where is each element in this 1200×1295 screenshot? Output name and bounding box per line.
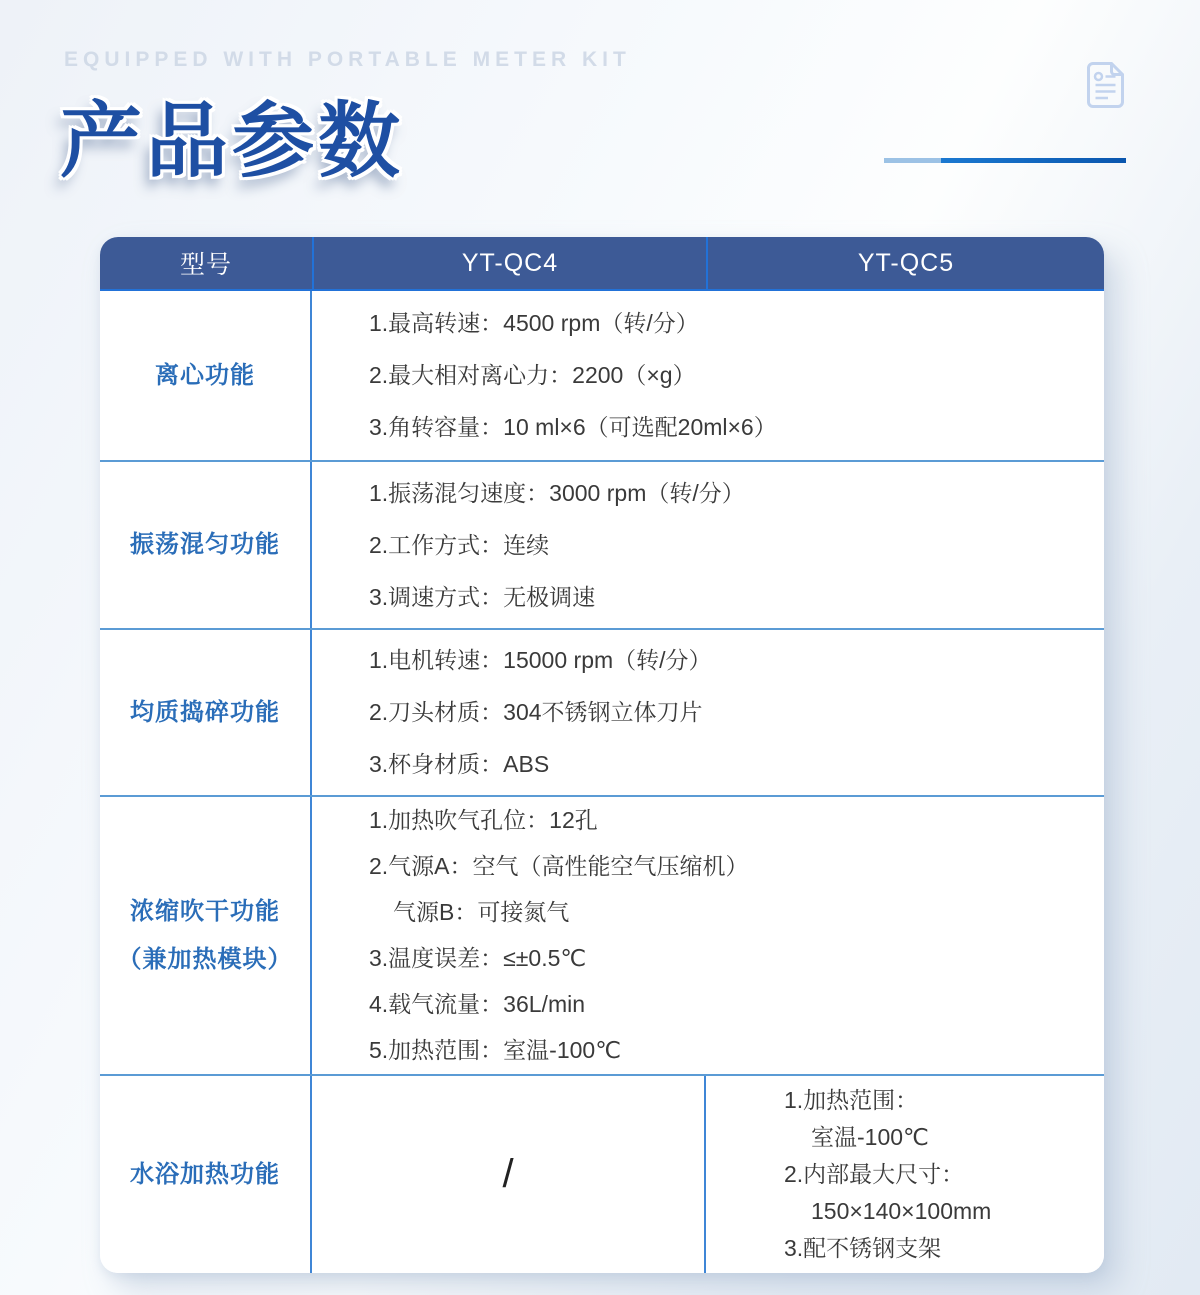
spec-line: 3.调速方式：无极调速	[369, 583, 596, 610]
row-label-text: 离心功能	[155, 361, 255, 389]
not-applicable-slash: /	[502, 1152, 514, 1196]
header-cell-qc4: YT-QC4	[312, 237, 706, 289]
spec-line: 5.加热范围：室温-100℃	[369, 1037, 622, 1063]
row-content	[312, 462, 1104, 628]
row-label-text: 振荡混匀功能	[130, 531, 280, 558]
row-content	[312, 630, 1104, 795]
eyebrow-text: EQUIPPED WITH PORTABLE METER KIT	[64, 48, 631, 71]
cell-qc5-value	[706, 1076, 1104, 1273]
row-label	[100, 1076, 312, 1273]
document-icon	[1087, 62, 1124, 108]
table-header-row	[100, 237, 1104, 291]
row-label	[100, 797, 312, 1074]
spec-line: 2.最大相对离心力：2200（×g）	[369, 362, 696, 388]
spec-line: 1.振荡混匀速度：3000 rpm（转/分）	[369, 479, 745, 506]
spec-line: 1.加热吹气孔位：12孔	[369, 807, 598, 833]
row-label-subtext: （兼加热模块）	[117, 945, 293, 973]
page-title: 产品参数	[60, 93, 405, 189]
spec-line: 150×140×100mm	[811, 1198, 992, 1224]
spec-line: 2.气源A：空气（高性能空气压缩机）	[369, 853, 749, 879]
spec-line: 1.加热范围：	[784, 1087, 919, 1113]
table-row-vortex	[100, 462, 1104, 630]
row-label	[100, 630, 312, 795]
header-cell-qc5: YT-QC5	[706, 237, 1104, 289]
header-cell-model: 型号	[179, 251, 232, 279]
spec-line: 气源B：可接氮气	[393, 899, 570, 925]
row-label-text: 浓缩吹干功能	[130, 897, 280, 925]
row-label-text: 均质捣碎功能	[130, 698, 280, 726]
spec-line: 3.杯身材质：ABS	[369, 751, 550, 777]
spec-line: 2.工作方式：连续	[369, 531, 550, 558]
table-row-centrifuge	[100, 291, 1104, 462]
spec-line: 室温-100℃	[811, 1124, 929, 1150]
spec-line: 2.内部最大尺寸：	[784, 1161, 965, 1187]
spec-line: 3.配不锈钢支架	[784, 1235, 942, 1261]
accent-bar	[884, 158, 1126, 163]
spec-line: 3.温度误差：≤±0.5℃	[369, 945, 587, 971]
row-content	[312, 797, 1104, 1074]
spec-line: 3.角转容量：10 ml×6（可选配20ml×6）	[369, 414, 777, 440]
table-row-water-bath	[100, 1076, 1104, 1273]
row-label-text: 水浴加热功能	[130, 1160, 280, 1188]
cell-qc4-value	[312, 1076, 706, 1273]
spec-line: 4.载气流量：36L/min	[369, 991, 586, 1017]
row-label	[100, 462, 312, 628]
row-label	[100, 291, 312, 460]
table-row-homogenize	[100, 630, 1104, 797]
row-content	[312, 291, 1104, 460]
spec-line: 2.刀头材质：304不锈钢立体刀片	[369, 699, 703, 725]
spec-line: 1.电机转速：15000 rpm（转/分）	[369, 647, 712, 673]
spec-table	[100, 237, 1104, 1273]
table-row-concentrate-dry	[100, 797, 1104, 1076]
spec-line: 1.最高转速：4500 rpm（转/分）	[369, 310, 699, 336]
